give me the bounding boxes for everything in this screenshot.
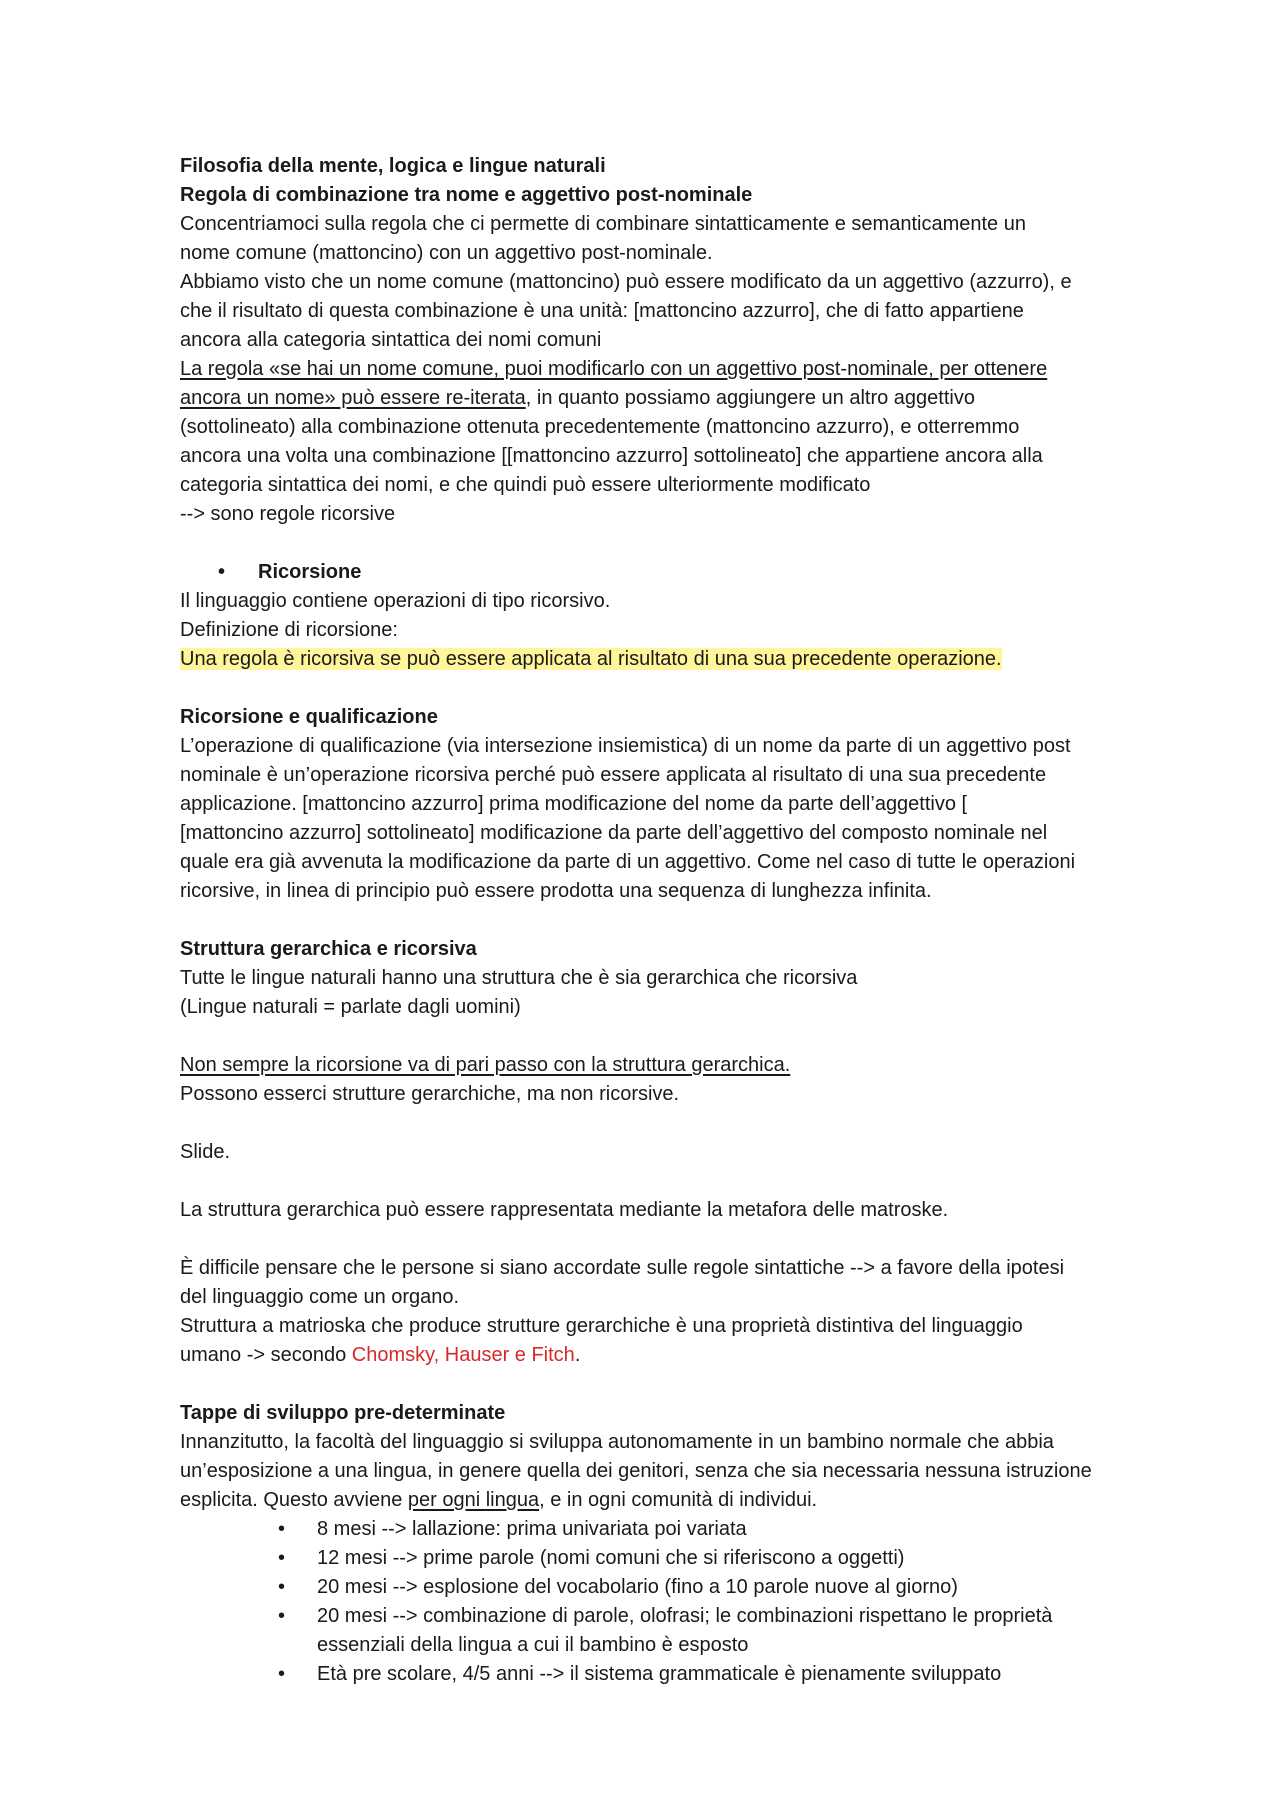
text-line: Innanzitutto, la facoltà del linguaggio si sviluppa autonomamente in un bambino normale che abbia <box>180 1431 1054 1453</box>
list-item: • 12 mesi --> prime parole (nomi comuni che si riferiscono a oggetti) <box>180 1544 1170 1573</box>
authors-reference: Chomsky, Hauser e Fitch <box>351 1344 575 1366</box>
text-line: --> sono regole ricorsive <box>180 503 396 525</box>
section-heading: Tappe di sviluppo pre-determinate <box>180 1402 506 1424</box>
underlined-text: La regola «se hai un nome comune, puoi modificarlo con un aggettivo post-nominale, per ottenere <box>180 358 1048 380</box>
doc-title: Filosofia della mente, logica e lingue naturali <box>180 155 606 177</box>
underlined-text: ancora un nome» può essere re-iterata <box>180 387 526 409</box>
text-line: Possono esserci strutture gerarchiche, ma non ricorsive. <box>180 1083 680 1105</box>
highlighted-definition: Una regola è ricorsiva se può essere applicata al risultato di una sua precedente operazione. <box>180 648 1002 670</box>
text-line: categoria sintattica dei nomi, e che quindi può essere ulteriormente modificato <box>180 474 871 496</box>
text-span: . <box>574 1344 581 1366</box>
text-line: applicazione. [mattoncino azzurro] prima modificazione del nome da parte dell’aggettivo [ <box>180 793 968 815</box>
text-line: ancora una volta una combinazione [[mattoncino azzurro] sottolineato] che appartiene ancora alla <box>180 445 1043 467</box>
text-line: Abbiamo visto che un nome comune (mattoncino) può essere modificato da un aggettivo (azzurro), e <box>180 271 1072 293</box>
text-line: ancora alla categoria sintattica dei nomi comuni <box>180 329 602 351</box>
list-item: • Età pre scolare, 4/5 anni --> il sistema grammaticale è pienamente sviluppato <box>180 1660 1170 1689</box>
text-line: Slide. <box>180 1141 231 1163</box>
text-line <box>180 1486 1170 1515</box>
bullet-heading: • Ricorsione <box>180 558 1170 587</box>
text-span: , e in ogni comunità di individui. <box>539 1489 818 1511</box>
text-line: (sottolineato) alla combinazione ottenuta precedentemente (mattoncino azzurro), e otterremmo <box>180 416 1020 438</box>
text-line <box>180 1341 1170 1370</box>
text-line: L’operazione di qualificazione (via intersezione insiemistica) di un nome da parte di un aggettivo post <box>180 735 1071 757</box>
text-line: quale era già avvenuta la modificazione da parte di un aggettivo. Come nel caso di tutte le operazioni <box>180 851 1076 873</box>
list-item: • 8 mesi --> lallazione: prima univariata poi variata <box>180 1515 1170 1544</box>
section-heading: Ricorsione e qualificazione <box>180 706 438 728</box>
text-line: [mattoncino azzurro] sottolineato] modificazione da parte dell’aggettivo del composto nominale nel <box>180 822 1048 844</box>
text-line: un’esposizione a una lingua, in genere quella dei genitori, senza che sia necessaria nessuna istruzione <box>180 1460 1092 1482</box>
text-span: umano -> secondo <box>180 1344 352 1366</box>
underlined-text: Non sempre la ricorsione va di pari passo con la struttura gerarchica. <box>180 1054 791 1076</box>
section-heading: Regola di combinazione tra nome e aggettivo post-nominale <box>180 184 753 206</box>
text-line: Concentriamoci sulla regola che ci permette di combinare sintatticamente e semanticamente un <box>180 213 1026 235</box>
text-line: ricorsive, in linea di principio può essere prodotta una sequenza di lunghezza infinita. <box>180 880 932 902</box>
text-line: Struttura a matrioska che produce strutture gerarchiche è una proprietà distintiva del linguaggio <box>180 1315 1023 1337</box>
text-line: nome comune (mattoncino) con un aggettivo post-nominale. <box>180 242 713 264</box>
underlined-text: per ogni lingua <box>407 1489 540 1511</box>
text-line: Definizione di ricorsione: <box>180 619 398 641</box>
text-line: che il risultato di questa combinazione è una unità: [mattoncino azzurro], che di fatto appartiene <box>180 300 1024 322</box>
text-line: (Lingue naturali = parlate dagli uomini) <box>180 996 521 1018</box>
text-line: del linguaggio come un organo. <box>180 1286 460 1308</box>
section-heading: Struttura gerarchica e ricorsiva <box>180 938 477 960</box>
text-span: , in quanto possiamo aggiungere un altro aggettivo <box>525 387 975 409</box>
text-span: esplicita. Questo avviene <box>180 1489 408 1511</box>
list-item: • 20 mesi --> combinazione di parole, olofrasi; le combinazioni rispettano le proprietà <box>180 1602 1170 1631</box>
text-line: È difficile pensare che le persone si siano accordate sulle regole sintattiche --> a favore della ipotesi <box>180 1257 1065 1279</box>
text-line: Tutte le lingue naturali hanno una struttura che è sia gerarchica che ricorsiva <box>180 967 858 989</box>
text-line: La struttura gerarchica può essere rappresentata mediante la metafora delle matroske. <box>180 1199 949 1221</box>
text-line: nominale è un’operazione ricorsiva perché può essere applicata al risultato di una sua precedente <box>180 764 1047 786</box>
document-page <box>180 152 1170 1689</box>
list-item: • 20 mesi --> esplosione del vocabolario (fino a 10 parole nuove al giorno) <box>180 1573 1170 1602</box>
text-line <box>180 645 1170 674</box>
text-line <box>180 384 1170 413</box>
text-line: Il linguaggio contiene operazioni di tipo ricorsivo. <box>180 590 611 612</box>
list-item-continuation: essenziali della lingua a cui il bambino è esposto <box>317 1634 749 1656</box>
